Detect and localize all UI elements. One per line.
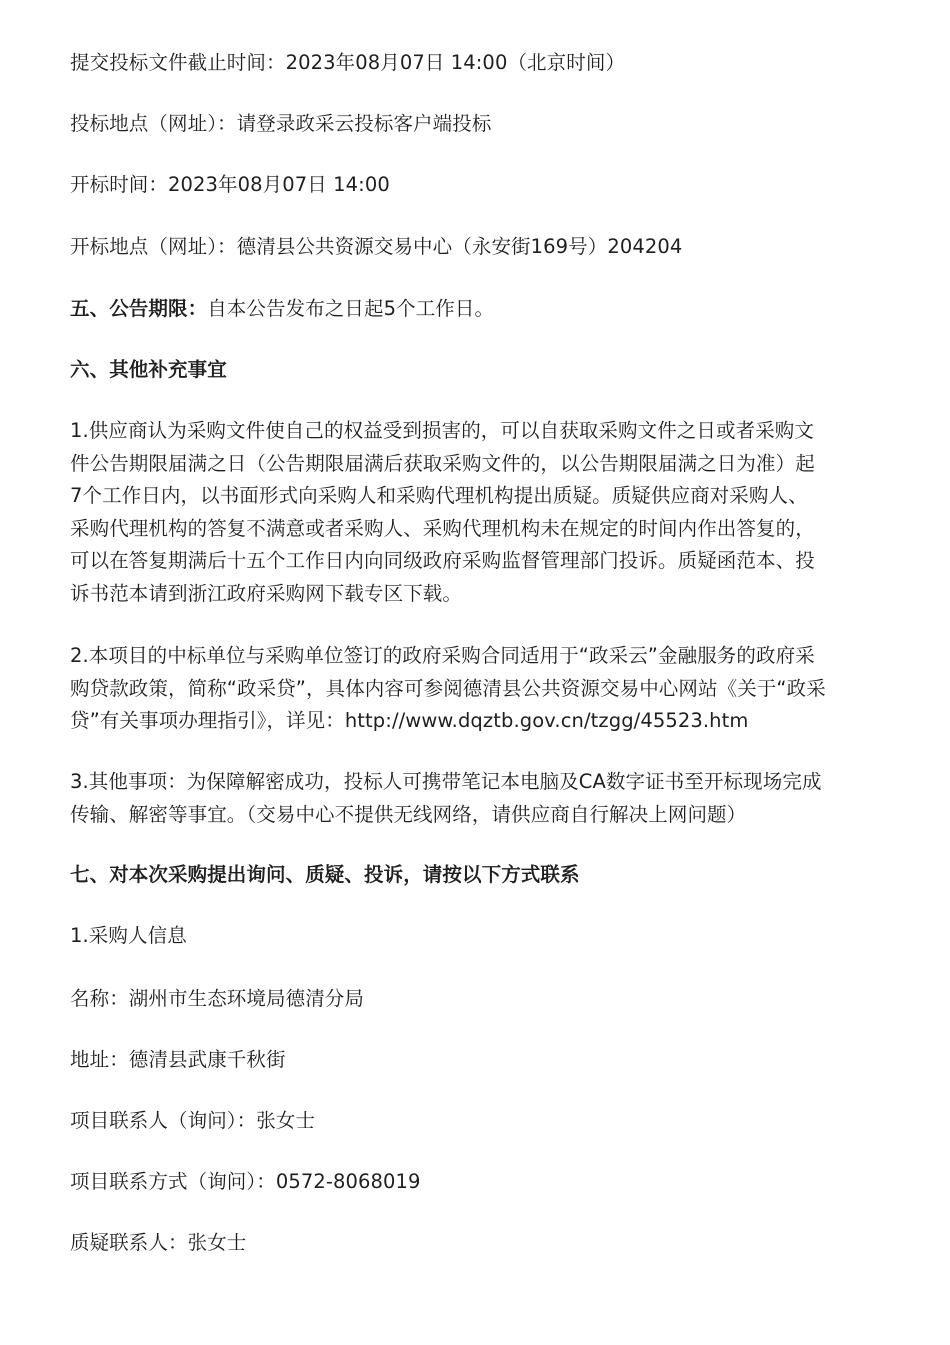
section-7-heading: 七、对本次采购提出询问、质疑、投诉，请按以下方式联系 xyxy=(70,863,580,886)
complaint-contact: 质疑联系人：张女士 xyxy=(70,1231,247,1254)
section-5-heading: 五、公告期限： xyxy=(70,297,208,320)
notice-period xyxy=(70,297,494,321)
paragraph-line: 购贷款政策，简称“政采贷”，具体内容可参阅德清县公共资源交易中心网站《关于“政采 xyxy=(70,676,826,700)
paragraph-line: 诉书范本请到浙江政府采购网下载专区下载。 xyxy=(70,581,463,605)
paragraph-line: 贷”有关事项办理指引》，详见：http://www.dqztb.gov.cn/tzgg/45523.htm xyxy=(70,709,749,732)
section-6-heading: 六、其他补充事宜 xyxy=(70,358,227,381)
paragraph-line: 1.供应商认为采购文件使自己的权益受到损害的，可以自获取采购文件之日或者采购文 xyxy=(70,419,815,442)
supplement-item-3 xyxy=(70,766,882,831)
section-5-text: 自本公告发布之日起5个工作日。 xyxy=(207,297,495,320)
purchaser-name: 名称：湖州市生态环境局德清分局 xyxy=(70,987,365,1010)
opening-time: 开标时间：2023年08月07日 14:00 xyxy=(70,173,390,196)
paragraph-line: 2.本项目的中标单位与采购单位签订的政府采购合同适用于“政采云”金融服务的政府采 xyxy=(70,644,815,667)
paragraph-line: 传输、解密等事宜。（交易中心不提供无线网络，请供应商自行解决上网问题） xyxy=(70,802,747,826)
paragraph-line: 7个工作日内，以书面形式向采购人和采购代理机构提出质疑。质疑供应商对采购人、 xyxy=(70,484,808,507)
purchaser-info-title: 1.采购人信息 xyxy=(70,924,187,947)
paragraph-line: 3.其他事项：为保障解密成功，投标人可携带笔记本电脑及CA数字证书至开标现场完成 xyxy=(70,770,822,793)
project-phone: 项目联系方式（询问）：0572-8068019 xyxy=(70,1170,421,1193)
supplement-item-2 xyxy=(70,640,882,738)
bid-location: 投标地点（网址）：请登录政采云投标客户端投标 xyxy=(70,112,492,135)
supplement-item-1 xyxy=(70,415,882,610)
project-contact: 项目联系人（询问）：张女士 xyxy=(70,1109,316,1132)
paragraph-line: 采购代理机构的答复不满意或者采购人、采购代理机构未在规定的时间内作出答复的， xyxy=(70,516,815,540)
purchaser-address: 地址：德清县武康千秋街 xyxy=(70,1048,286,1071)
bid-deadline: 提交投标文件截止时间：2023年08月07日 14:00（北京时间） xyxy=(70,51,626,74)
opening-location: 开标地点（网址）：德清县公共资源交易中心（永安街169号）204204 xyxy=(70,235,683,258)
paragraph-line: 可以在答复期满后十五个工作日内向同级政府采购监督管理部门投诉。质疑函范本、投 xyxy=(70,549,815,572)
paragraph-line: 件公告期限届满之日（公告期限届满后获取采购文件的，以公告期限届满之日为准）起 xyxy=(70,451,815,475)
